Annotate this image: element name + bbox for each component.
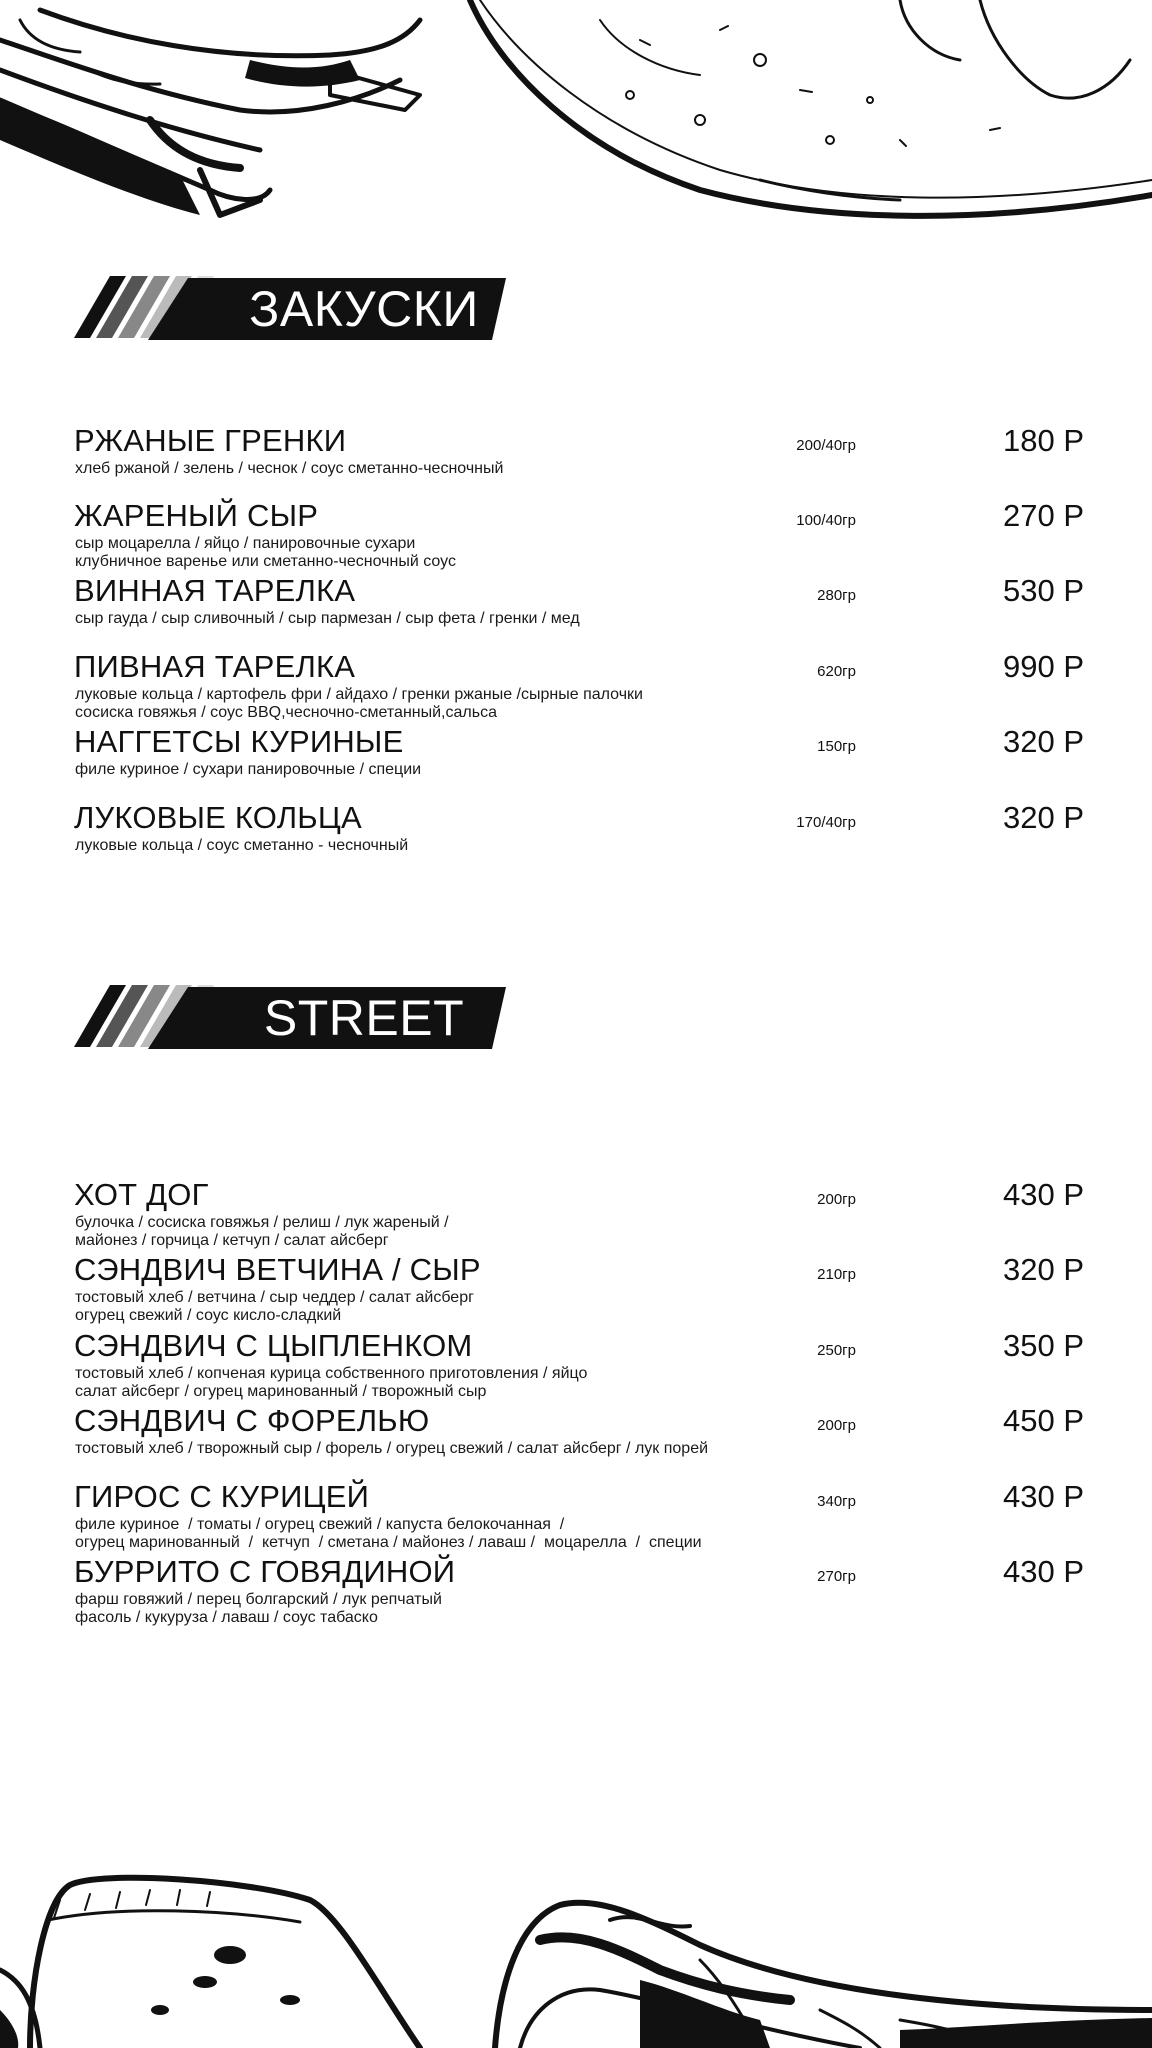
item-description: булочка / сосиска говяжья / релиш / лук жареный / майонез / горчица / кетчуп / салат айсберг bbox=[75, 1214, 449, 1249]
menu-item bbox=[74, 574, 1084, 646]
item-description: сыр моцарелла / яйцо / панировочные сухари клубничное варенье или сметанно-чесночный соус bbox=[75, 535, 456, 570]
item-weight: 200гр bbox=[817, 1191, 856, 1208]
bread-spots-icon bbox=[0, 1946, 300, 2048]
pizza-sketch-icon bbox=[470, 0, 1152, 216]
section-title: STREET bbox=[263, 990, 465, 1046]
item-name: ПИВНАЯ ТАРЕЛКА bbox=[74, 649, 356, 684]
item-price: 270 Р bbox=[1002, 498, 1084, 533]
item-price: 180 Р bbox=[1002, 423, 1084, 458]
item-weight: 100/40гр bbox=[796, 512, 856, 529]
item-weight: 170/40гр bbox=[796, 814, 856, 831]
top-food-illustration bbox=[0, 0, 1152, 240]
menu-item bbox=[74, 1329, 1084, 1401]
item-weight: 280гр bbox=[817, 587, 856, 604]
item-name: НАГГЕТСЫ КУРИНЫЕ bbox=[74, 724, 404, 759]
item-description: луковые кольца / картофель фри / айдахо / гренки ржаные /сырные палочки сосиска говяжья / соус BBQ,чесночно-сметанный,сальса bbox=[75, 686, 643, 721]
item-description: хлеб ржаной / зелень / чеснок / соус сметанно-чесночный bbox=[75, 460, 504, 477]
menu-item bbox=[74, 1178, 1084, 1250]
menu-item bbox=[74, 1253, 1084, 1325]
item-name: ХОТ ДОГ bbox=[74, 1177, 209, 1212]
menu-item bbox=[74, 801, 1084, 873]
item-name: СЭНДВИЧ С ФОРЕЛЬЮ bbox=[74, 1403, 430, 1438]
item-price: 530 Р bbox=[1002, 573, 1084, 608]
item-description: сыр гауда / сыр сливочный / сыр пармезан / сыр фета / гренки / мед bbox=[75, 610, 580, 627]
item-weight: 150гр bbox=[817, 738, 856, 755]
menu-item bbox=[74, 650, 1084, 722]
item-weight: 340гр bbox=[817, 1493, 856, 1510]
item-description: филе куриное / сухари панировочные / специи bbox=[75, 761, 422, 778]
item-weight: 250гр bbox=[817, 1342, 856, 1359]
sandwich-fill-icon bbox=[0, 60, 360, 215]
sandwich-sketch-icon bbox=[0, 10, 420, 215]
item-price: 430 Р bbox=[1002, 1177, 1084, 1212]
item-price: 990 Р bbox=[1002, 649, 1084, 684]
item-weight: 200гр bbox=[817, 1417, 856, 1434]
item-name: ГИРОС С КУРИЦЕЙ bbox=[74, 1479, 370, 1514]
item-name: СЭНДВИЧ ВЕТЧИНА / СЫР bbox=[74, 1252, 481, 1287]
item-weight: 620гр bbox=[817, 663, 856, 680]
item-price: 320 Р bbox=[1002, 1252, 1084, 1287]
item-price: 450 Р bbox=[1002, 1403, 1084, 1438]
item-description: филе куриное / томаты / огурец свежий / капуста белокочанная / огурец маринованный / кетчуп / сметана / майонез / лаваш / моцарелла / специи bbox=[75, 1516, 702, 1551]
item-name: ВИННАЯ ТАРЕЛКА bbox=[74, 573, 356, 608]
item-price: 350 Р bbox=[1002, 1328, 1084, 1363]
item-weight: 200/40гр bbox=[796, 437, 856, 454]
menu-item bbox=[74, 725, 1084, 797]
item-name: ЛУКОВЫЕ КОЛЬЦА bbox=[74, 800, 362, 835]
section-title: ЗАКУСКИ bbox=[249, 281, 479, 337]
bottom-food-illustration bbox=[0, 1860, 1152, 2048]
menu-item bbox=[74, 1480, 1084, 1552]
section-header-street bbox=[74, 985, 524, 1051]
item-name: БУРРИТО С ГОВЯДИНОЙ bbox=[74, 1554, 456, 1589]
item-price: 430 Р bbox=[1002, 1479, 1084, 1514]
item-description: фарш говяжий / перец болгарский / лук репчатый фасоль / кукуруза / лаваш / соус табаско bbox=[75, 1591, 442, 1626]
item-name: СЭНДВИЧ С ЦЫПЛЕНКОМ bbox=[74, 1328, 473, 1363]
item-price: 320 Р bbox=[1002, 724, 1084, 759]
item-name: РЖАНЫЕ ГРЕНКИ bbox=[74, 423, 347, 458]
item-description: тостовый хлеб / творожный сыр / форель / огурец свежий / салат айсберг / лук порей bbox=[75, 1440, 709, 1457]
item-price: 320 Р bbox=[1002, 800, 1084, 835]
item-price: 430 Р bbox=[1002, 1554, 1084, 1589]
item-name: ЖАРЕНЫЙ СЫР bbox=[74, 498, 319, 533]
item-weight: 210гр bbox=[817, 1266, 856, 1283]
item-description: луковые кольца / соус сметанно - чесночный bbox=[75, 837, 409, 854]
bread-sketch-icon bbox=[0, 1878, 420, 2048]
section-header-zakuski bbox=[74, 276, 524, 342]
item-description: тостовый хлеб / ветчина / сыр чеддер / салат айсберг огурец свежий / соус кисло-сладкий bbox=[75, 1289, 474, 1324]
menu-item bbox=[74, 499, 1084, 571]
item-weight: 270гр bbox=[817, 1568, 856, 1585]
menu-item bbox=[74, 424, 1084, 496]
item-description: тостовый хлеб / копченая курица собственного приготовления / яйцо салат айсберг / огурец маринованный / творожный сыр bbox=[75, 1365, 588, 1400]
menu-item bbox=[74, 1555, 1084, 1627]
menu-item bbox=[74, 1404, 1084, 1476]
